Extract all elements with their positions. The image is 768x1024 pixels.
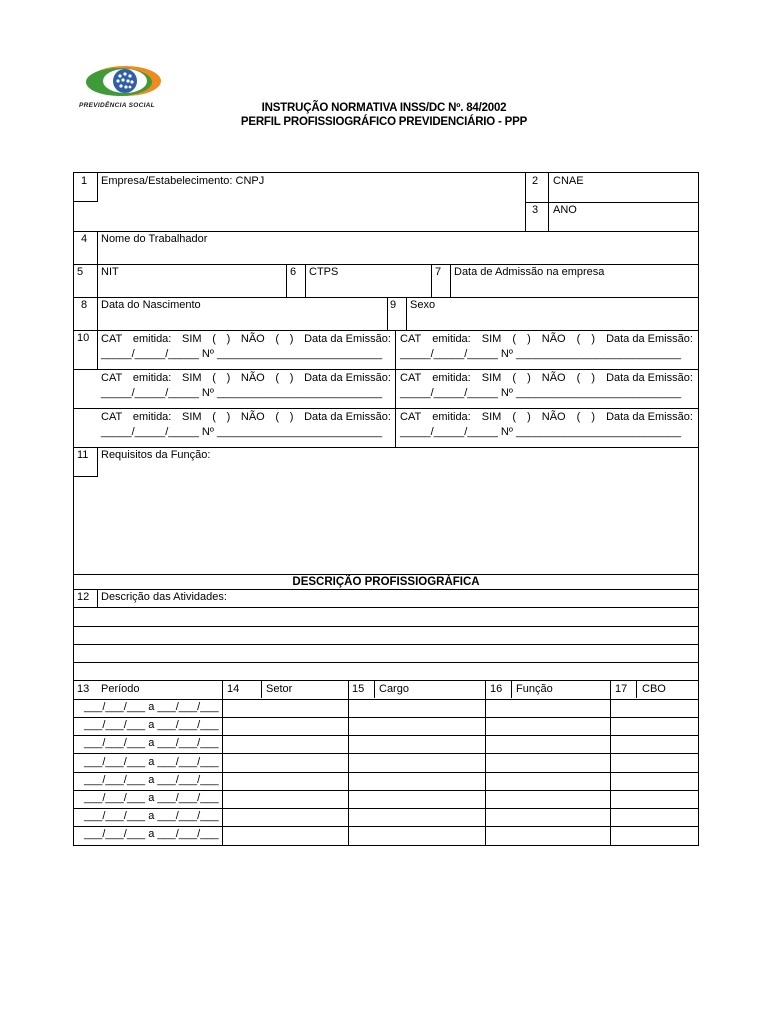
- field-16-number: 16: [490, 683, 503, 695]
- cat-word: SIM: [182, 372, 202, 384]
- cat-word: ): [527, 411, 531, 423]
- line: [74, 264, 698, 265]
- cat-block: [101, 410, 391, 440]
- cat-word: Data da Emissão:: [606, 372, 693, 384]
- period-row: ___/___/___ a ___/___/___: [84, 774, 219, 786]
- logo-text: PREVIDÊNCIA SOCIAL: [79, 102, 155, 109]
- cat-word: SIM: [182, 333, 202, 345]
- line: [348, 680, 349, 846]
- cat-line-2: _____/_____/_____ Nº ___________________________: [400, 387, 682, 399]
- field-descricao-atividades-label: Descrição das Atividades:: [101, 591, 227, 603]
- cat-line-2: _____/_____/_____ Nº ___________________________: [101, 348, 383, 360]
- line: [74, 644, 698, 645]
- line: [74, 408, 698, 409]
- field-cnae-label: CNAE: [553, 175, 584, 187]
- field-5-number: 5: [77, 266, 84, 278]
- cat-word: Data da Emissão:: [304, 411, 391, 423]
- cat-word: SIM: [481, 411, 502, 423]
- previdencia-logo-icon: [75, 60, 175, 104]
- cat-block: [400, 371, 693, 401]
- cat-block: [400, 332, 693, 362]
- period-row: ___/___/___ a ___/___/___: [84, 810, 219, 822]
- cat-word: (: [212, 372, 216, 384]
- cat-word: CAT: [400, 333, 422, 345]
- cat-word: ): [226, 372, 231, 384]
- cat-word: emitida:: [432, 411, 471, 423]
- cat-word: (: [212, 333, 216, 345]
- cat-word: (: [275, 411, 280, 423]
- cat-word: NÃO: [240, 411, 265, 423]
- line: [97, 231, 98, 264]
- cat-word: ): [226, 411, 231, 423]
- line: [97, 330, 98, 369]
- cat-word: (: [512, 372, 517, 384]
- line: [74, 717, 698, 718]
- line: [74, 680, 698, 681]
- line: [74, 447, 698, 448]
- line: [74, 476, 97, 477]
- cat-line-1: [101, 332, 391, 347]
- cat-word: SIM: [182, 411, 202, 423]
- cat-block: [400, 410, 693, 440]
- cat-word: ): [591, 411, 596, 423]
- field-4-number: 4: [81, 233, 88, 245]
- field-11-number: 11: [77, 449, 89, 461]
- field-data-admissao-label: Data de Admissão na empresa: [454, 266, 605, 278]
- line: [395, 330, 396, 447]
- line: [374, 680, 375, 698]
- line: [74, 330, 698, 331]
- field-14-number: 14: [227, 683, 240, 695]
- line: [450, 264, 451, 297]
- cat-word: NÃO: [541, 411, 566, 423]
- cat-word: ): [591, 333, 596, 345]
- field-empresa-cnpj-label: Empresa/Estabelecimento: CNPJ: [101, 175, 265, 187]
- line: [525, 173, 526, 231]
- column-setor-label: Setor: [266, 683, 293, 695]
- line: [610, 680, 611, 846]
- line: [97, 447, 98, 477]
- cat-word: ): [289, 411, 294, 423]
- cat-word: (: [275, 372, 280, 384]
- cat-line-1: [101, 410, 391, 425]
- line: [74, 626, 698, 627]
- field-9-number: 9: [390, 299, 397, 311]
- line: [74, 753, 698, 754]
- line: [74, 735, 698, 736]
- column-cargo-label: Cargo: [379, 683, 409, 695]
- line: [74, 808, 698, 809]
- cat-word: ): [289, 333, 294, 345]
- line: [485, 680, 486, 846]
- cat-word: ): [289, 372, 294, 384]
- document-title: INSTRUÇÃO NORMATIVA INSS/DC Nº. 84/2002: [261, 102, 507, 114]
- cat-word: CAT: [101, 411, 123, 423]
- period-row: ___/___/___ a ___/___/___: [84, 719, 219, 731]
- cat-word: (: [212, 411, 216, 423]
- field-1-number: 1: [81, 175, 88, 187]
- cat-line-1: [400, 410, 693, 425]
- column-cbo-label: CBO: [642, 683, 666, 695]
- cat-block: [101, 332, 391, 362]
- cat-line-1: [400, 371, 693, 386]
- period-row: ___/___/___ a ___/___/___: [84, 792, 219, 804]
- line: [74, 662, 698, 663]
- cat-word: SIM: [481, 333, 502, 345]
- line: [97, 589, 98, 607]
- cat-word: CAT: [101, 333, 123, 345]
- field-2-number: 2: [532, 175, 539, 187]
- line: [636, 680, 637, 698]
- line: [286, 264, 287, 297]
- line: [548, 173, 549, 231]
- line: [74, 790, 698, 791]
- line: [97, 173, 98, 202]
- field-8-number: 8: [81, 299, 88, 311]
- cat-word: (: [512, 333, 517, 345]
- cat-word: CAT: [400, 372, 422, 384]
- field-17-number: 17: [615, 683, 628, 695]
- cat-word: ): [226, 333, 231, 345]
- field-3-number: 3: [532, 204, 539, 216]
- line: [74, 574, 698, 575]
- section-descricao-profissiografica: DESCRIÇÃO PROFISSIOGRÁFICA: [292, 576, 480, 588]
- cat-word: emitida:: [432, 372, 471, 384]
- cat-line-2: _____/_____/_____ Nº ___________________________: [101, 426, 383, 438]
- cat-word: NÃO: [541, 333, 566, 345]
- column-funcao-label: Função: [516, 683, 553, 695]
- cat-word: Data da Emissão:: [606, 333, 693, 345]
- cat-word: emitida:: [432, 333, 471, 345]
- cat-word: ): [527, 333, 531, 345]
- period-row: ___/___/___ a ___/___/___: [84, 737, 219, 749]
- cat-word: CAT: [101, 372, 123, 384]
- cat-word: (: [576, 333, 581, 345]
- cat-word: Data da Emissão:: [304, 333, 391, 345]
- column-periodo-label: Período: [101, 683, 140, 695]
- line: [222, 680, 223, 846]
- line: [261, 680, 262, 698]
- period-row: ___/___/___ a ___/___/___: [84, 756, 219, 768]
- period-row: ___/___/___ a ___/___/___: [84, 828, 219, 840]
- cat-word: (: [512, 411, 517, 423]
- cat-word: Data da Emissão:: [606, 411, 693, 423]
- cat-word: CAT: [400, 411, 422, 423]
- line: [406, 297, 407, 330]
- cat-word: NÃO: [240, 372, 265, 384]
- field-ctps-label: CTPS: [309, 266, 339, 278]
- cat-word: NÃO: [240, 333, 265, 345]
- line: [74, 607, 698, 608]
- line: [74, 231, 698, 232]
- line: [431, 264, 432, 297]
- cat-word: (: [275, 333, 280, 345]
- line: [74, 369, 698, 370]
- field-15-number: 15: [352, 683, 365, 695]
- field-10-number: 10: [77, 332, 90, 344]
- line: [387, 297, 388, 330]
- line: [74, 297, 698, 298]
- field-ano-label: ANO: [553, 204, 577, 216]
- line: [74, 772, 698, 773]
- line: [97, 297, 98, 330]
- field-7-number: 7: [435, 266, 442, 278]
- field-13-number: 13: [77, 683, 90, 695]
- cat-word: (: [576, 411, 581, 423]
- line: [74, 589, 698, 590]
- field-data-nascimento-label: Data do Nascimento: [101, 299, 201, 311]
- cat-line-2: _____/_____/_____ Nº ___________________________: [400, 348, 682, 360]
- field-nit-label: NIT: [101, 266, 119, 278]
- field-6-number: 6: [290, 266, 297, 278]
- cat-block: [101, 371, 391, 401]
- line: [97, 264, 98, 297]
- field-nome-trabalhador-label: Nome do Trabalhador: [101, 233, 208, 245]
- cat-line-1: [400, 332, 693, 347]
- field-12-number: 12: [77, 591, 90, 603]
- cat-line-2: _____/_____/_____ Nº ___________________________: [101, 387, 383, 399]
- line: [74, 201, 97, 202]
- cat-word: emitida:: [132, 333, 172, 345]
- document-subtitle: PERFIL PROFISSIOGRÁFICO PREVIDENCIÁRIO - PPP: [240, 116, 528, 128]
- cat-word: SIM: [481, 372, 502, 384]
- cat-word: Data da Emissão:: [304, 372, 391, 384]
- line: [74, 699, 698, 700]
- cat-word: ): [591, 372, 596, 384]
- cat-word: NÃO: [541, 372, 566, 384]
- period-row: ___/___/___ a ___/___/___: [84, 701, 219, 713]
- field-requisitos-funcao-label: Requisitos da Função:: [101, 449, 211, 461]
- ppp-form: [73, 172, 699, 846]
- line: [511, 680, 512, 698]
- line: [74, 826, 698, 827]
- cat-line-1: [101, 371, 391, 386]
- cat-word: emitida:: [132, 411, 172, 423]
- cat-word: (: [576, 372, 581, 384]
- field-sexo-label: Sexo: [410, 299, 436, 311]
- line: [305, 264, 306, 297]
- line: [525, 202, 698, 203]
- cat-line-2: _____/_____/_____ Nº ___________________________: [400, 426, 682, 438]
- cat-word: ): [527, 372, 531, 384]
- cat-word: emitida:: [132, 372, 172, 384]
